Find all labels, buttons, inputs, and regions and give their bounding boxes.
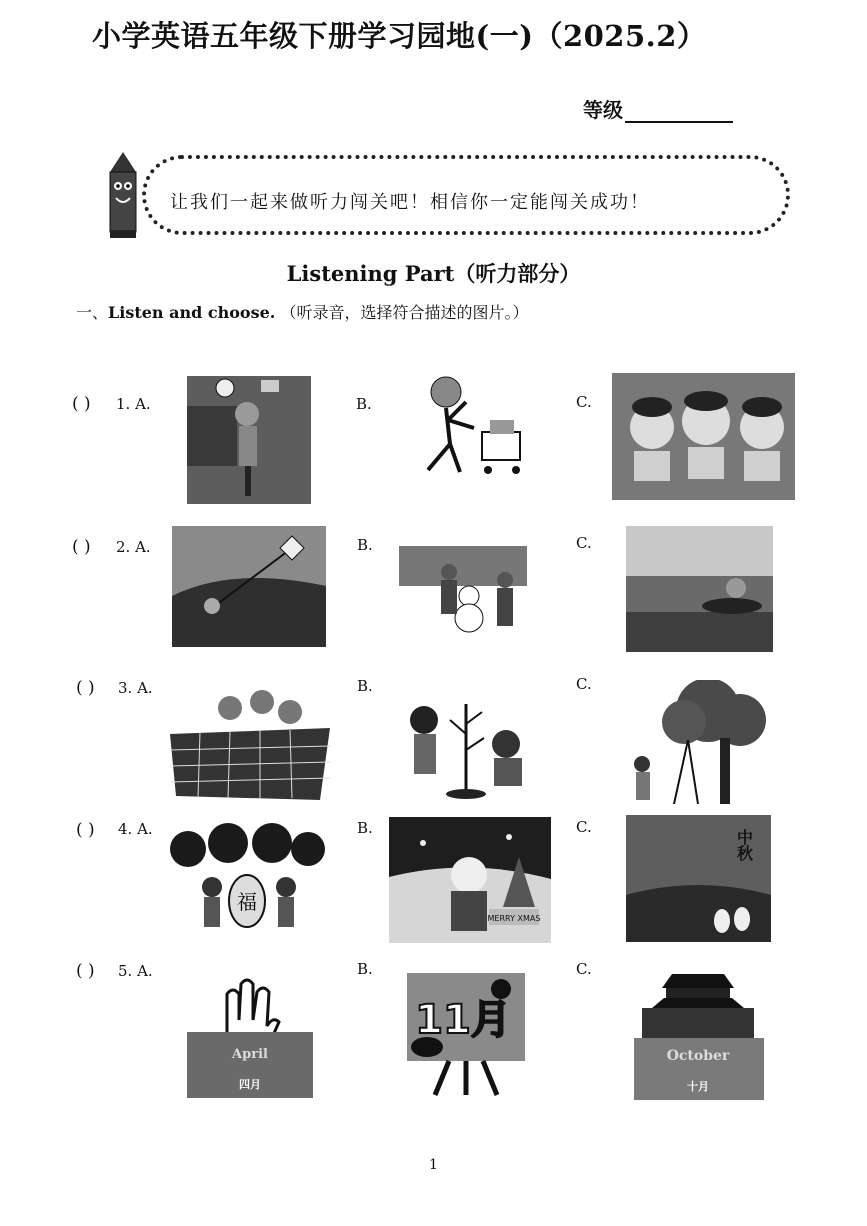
- question-number: 1. A.: [116, 395, 151, 413]
- picture-3b-planting[interactable]: [402, 694, 542, 800]
- instruction-english: Listen and choose.: [108, 303, 276, 322]
- option-c-label: C.: [576, 960, 592, 978]
- april-cn-label: 四月: [239, 1078, 261, 1091]
- grade-field: [583, 94, 733, 123]
- mid-autumn-label: 中秋: [734, 829, 754, 861]
- picture-1b-shopping[interactable]: [406, 372, 530, 494]
- answer-blank[interactable]: ( ): [76, 678, 95, 698]
- section-title: Listening Part（听力部分）: [286, 261, 581, 286]
- answer-blank[interactable]: ( ): [72, 394, 91, 414]
- instruction-number: 一、: [76, 303, 109, 322]
- grade-blank[interactable]: [625, 103, 733, 123]
- picture-5b-november[interactable]: [405, 967, 527, 1097]
- question-number: 2. A.: [116, 538, 151, 556]
- picture-4a-spring-festival[interactable]: [168, 823, 326, 942]
- pencil-mascot-icon: [104, 152, 142, 238]
- option-c-label: C.: [576, 393, 592, 411]
- picture-2c-boating[interactable]: [626, 526, 773, 652]
- page-number: 1: [429, 1157, 438, 1173]
- october-cn-label: 十月: [687, 1080, 709, 1093]
- picture-5a-april[interactable]: [187, 974, 313, 1098]
- option-b-label: B.: [356, 395, 372, 413]
- april-label: April: [232, 1047, 268, 1062]
- answer-blank[interactable]: ( ): [76, 961, 95, 981]
- fu-character: 福: [237, 890, 257, 914]
- picture-1c-dancing[interactable]: [612, 373, 795, 500]
- picture-5c-october[interactable]: [632, 968, 764, 1100]
- picture-1a-cleaning[interactable]: [187, 376, 311, 504]
- instruction-chinese: （听录音，选择符合描述的图片。）: [280, 303, 529, 322]
- option-b-label: B.: [357, 819, 373, 837]
- question-number: 4. A.: [118, 820, 153, 838]
- picture-3c-apple-tree[interactable]: [628, 680, 768, 804]
- option-c-label: C.: [576, 534, 592, 552]
- picture-3a-picnic[interactable]: [170, 688, 330, 802]
- page-title: 小学英语五年级下册学习园地(一)（2025.2）: [92, 19, 707, 53]
- picture-4c-mid-autumn[interactable]: [626, 815, 771, 942]
- picture-2a-kite[interactable]: [172, 526, 326, 647]
- question-number: 3. A.: [118, 679, 153, 697]
- november-label: 11月: [415, 997, 511, 1043]
- option-b-label: B.: [357, 677, 373, 695]
- answer-blank[interactable]: ( ): [76, 820, 95, 840]
- option-c-label: C.: [576, 818, 592, 836]
- picture-4b-christmas[interactable]: [389, 817, 551, 943]
- october-label: October: [666, 1048, 730, 1064]
- option-c-label: C.: [576, 675, 592, 693]
- question-number: 5. A.: [118, 962, 153, 980]
- banner-text: 让我们一起来做听力闯关吧！相信你一定能闯关成功！: [170, 192, 650, 213]
- xmas-sign: MERRY XMAS: [487, 914, 541, 923]
- option-b-label: B.: [357, 536, 373, 554]
- option-b-label: B.: [357, 960, 373, 978]
- instruction: [76, 300, 528, 323]
- picture-2b-snowman[interactable]: [399, 546, 527, 656]
- answer-blank[interactable]: ( ): [72, 537, 91, 557]
- grade-label: 等级: [583, 98, 623, 122]
